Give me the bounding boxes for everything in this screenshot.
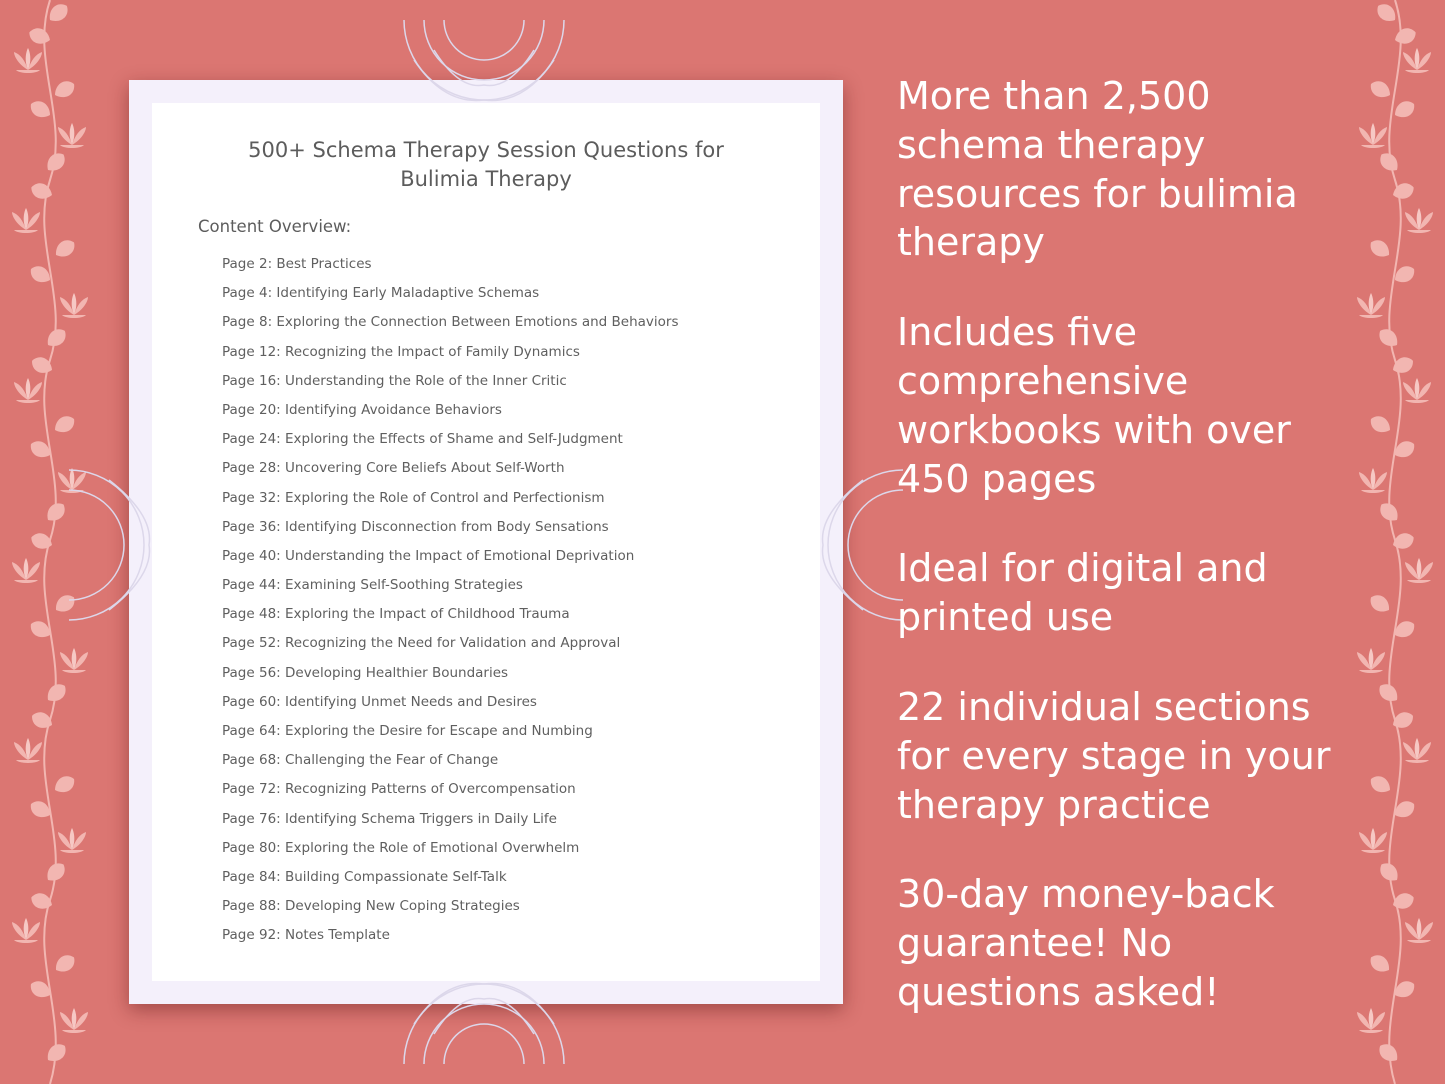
toc-item: Page 32: Exploring the Role of Control and Perfectionism <box>222 489 605 506</box>
toc-item: Page 56: Developing Healthier Boundaries <box>222 664 509 681</box>
toc-item: Page 12: Recognizing the Impact of Family Dynamics <box>222 343 580 360</box>
feature-list <box>897 72 1347 1058</box>
toc-item: Page 36: Identifying Disconnection from Body Sensations <box>222 518 609 535</box>
toc-item: Page 92: Notes Template <box>222 927 390 944</box>
toc-item: Page 28: Uncovering Core Beliefs About Self-Worth <box>222 460 565 477</box>
floral-vine-right-icon <box>1345 0 1445 1084</box>
toc-item: Page 72: Recognizing Patterns of Overcompensation <box>222 781 576 798</box>
document-title-line-2: Bulimia Therapy <box>400 167 572 191</box>
feature-workbooks: Includes five comprehensive workbooks with over 450 pages <box>897 310 1291 501</box>
feature-resources-count: More than 2,500 schema therapy resources for bulimia therapy <box>897 74 1298 265</box>
toc-item: Page 60: Identifying Unmet Needs and Desires <box>222 693 537 710</box>
content-overview-heading: Content Overview: <box>198 217 352 236</box>
feature-digital-printed: Ideal for digital and printed use <box>897 546 1268 640</box>
document-title-line-1: 500+ Schema Therapy Session Questions for <box>248 138 724 162</box>
toc-item: Page 80: Exploring the Role of Emotional Overwhelm <box>222 839 580 856</box>
toc-item: Page 16: Understanding the Role of the Inner Critic <box>222 372 567 389</box>
toc-item: Page 52: Recognizing the Need for Validation and Approval <box>222 635 621 652</box>
toc-item: Page 84: Building Compassionate Self-Talk <box>222 868 507 885</box>
toc-item: Page 24: Exploring the Effects of Shame and Self-Judgment <box>222 431 623 448</box>
toc-item: Page 64: Exploring the Desire for Escape and Numbing <box>222 723 593 739</box>
toc-item: Page 68: Challenging the Fear of Change <box>222 752 499 769</box>
mandala-left-icon <box>69 460 154 630</box>
toc-item: Page 40: Understanding the Impact of Emotional Deprivation <box>222 547 635 564</box>
mandala-top-icon <box>384 20 584 105</box>
feature-guarantee: 30-day money-back guarantee! No questions asked! <box>897 872 1275 1014</box>
table-of-contents <box>222 254 679 955</box>
toc-item: Page 48: Exploring the Impact of Childhood Trauma <box>222 606 570 623</box>
toc-item: Page 44: Examining Self-Soothing Strategies <box>222 577 523 594</box>
mandala-bottom-icon <box>384 979 584 1064</box>
toc-item: Page 2: Best Practices <box>222 256 372 272</box>
toc-item: Page 20: Identifying Avoidance Behaviors <box>222 401 502 418</box>
toc-item: Page 76: Identifying Schema Triggers in Daily Life <box>222 810 557 827</box>
mandala-right-icon <box>818 460 903 630</box>
toc-item: Page 4: Identifying Early Maladaptive Schemas <box>222 285 540 302</box>
document-page-preview <box>129 80 843 1004</box>
toc-item: Page 88: Developing New Coping Strategies <box>222 898 520 915</box>
toc-item: Page 8: Exploring the Connection Between Emotions and Behaviors <box>222 314 679 331</box>
document-title <box>152 136 820 194</box>
feature-sections: 22 individual sections for every stage in your therapy practice <box>897 684 1331 827</box>
document-page-content <box>152 103 820 981</box>
